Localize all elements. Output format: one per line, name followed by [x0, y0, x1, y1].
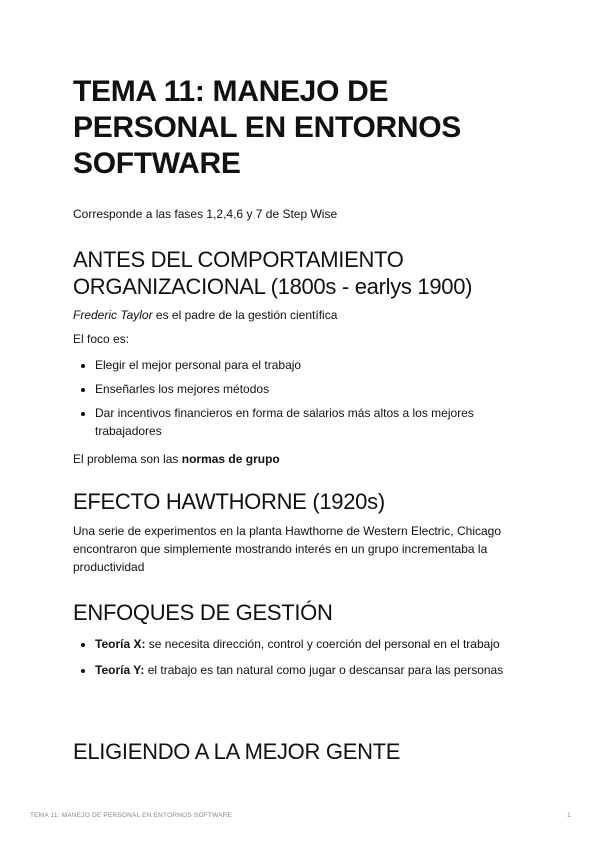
section-heading-antes: ANTES DEL COMPORTAMIENTO ORGANIZACIONAL (1800s - earlys 1900) — [73, 247, 473, 299]
list-item — [95, 661, 525, 679]
focus-label: El foco es: — [73, 332, 130, 346]
page-title: TEMA 11: MANEJO DE PERSONAL EN ENTORNOS SOFTWARE — [73, 75, 461, 180]
theory-x-label: Teoría X: — [95, 637, 146, 651]
intro-text: Corresponde a las fases 1,2,4,6 y 7 de Step Wise — [73, 207, 338, 221]
taylor-paragraph — [73, 306, 523, 324]
theory-y-label: Teoría Y: — [95, 663, 145, 677]
list-item: • Dar incentivos financieros en forma de salarios más altos a los mejores trabajadores — [95, 404, 525, 440]
section-heading-eligiendo: ELIGIENDO A LA MEJOR GENTE — [73, 739, 401, 764]
section-heading-hawthorne: EFECTO HAWTHORNE (1920s) — [73, 489, 385, 514]
hawthorne-paragraph: Una serie de experimentos en la planta Hawthorne de Western Electric, Chicago encontraron que simplemente mostrando interés en un grupo incrementaba la productividad — [73, 524, 502, 574]
list-item: • Enseñarles los mejores métodos — [95, 380, 525, 398]
problem-paragraph — [73, 450, 523, 468]
list-item — [95, 635, 525, 653]
page-footer: TEMA 11: MANEJO DE PERSONAL EN ENTORNOS SOFTWARE — [30, 812, 233, 819]
theory-list — [73, 635, 525, 679]
focus-list — [73, 356, 525, 440]
taylor-name: Frederic Taylor — [73, 308, 153, 322]
taylor-text: es el padre de la gestión científica — [152, 308, 338, 322]
list-item: • Elegir el mejor personal para el trabajo — [95, 356, 525, 374]
problem-text: El problema son las — [73, 452, 182, 466]
theory-x-text: se necesita dirección, control y coerción del personal en el trabajo — [145, 637, 500, 651]
page-number: 1 — [567, 812, 571, 819]
section-heading-enfoques: ENFOQUES DE GESTIÓN — [73, 600, 333, 625]
problem-bold: normas de grupo — [181, 452, 280, 466]
theory-y-text: el trabajo es tan natural como jugar o descansar para las personas — [144, 663, 504, 677]
